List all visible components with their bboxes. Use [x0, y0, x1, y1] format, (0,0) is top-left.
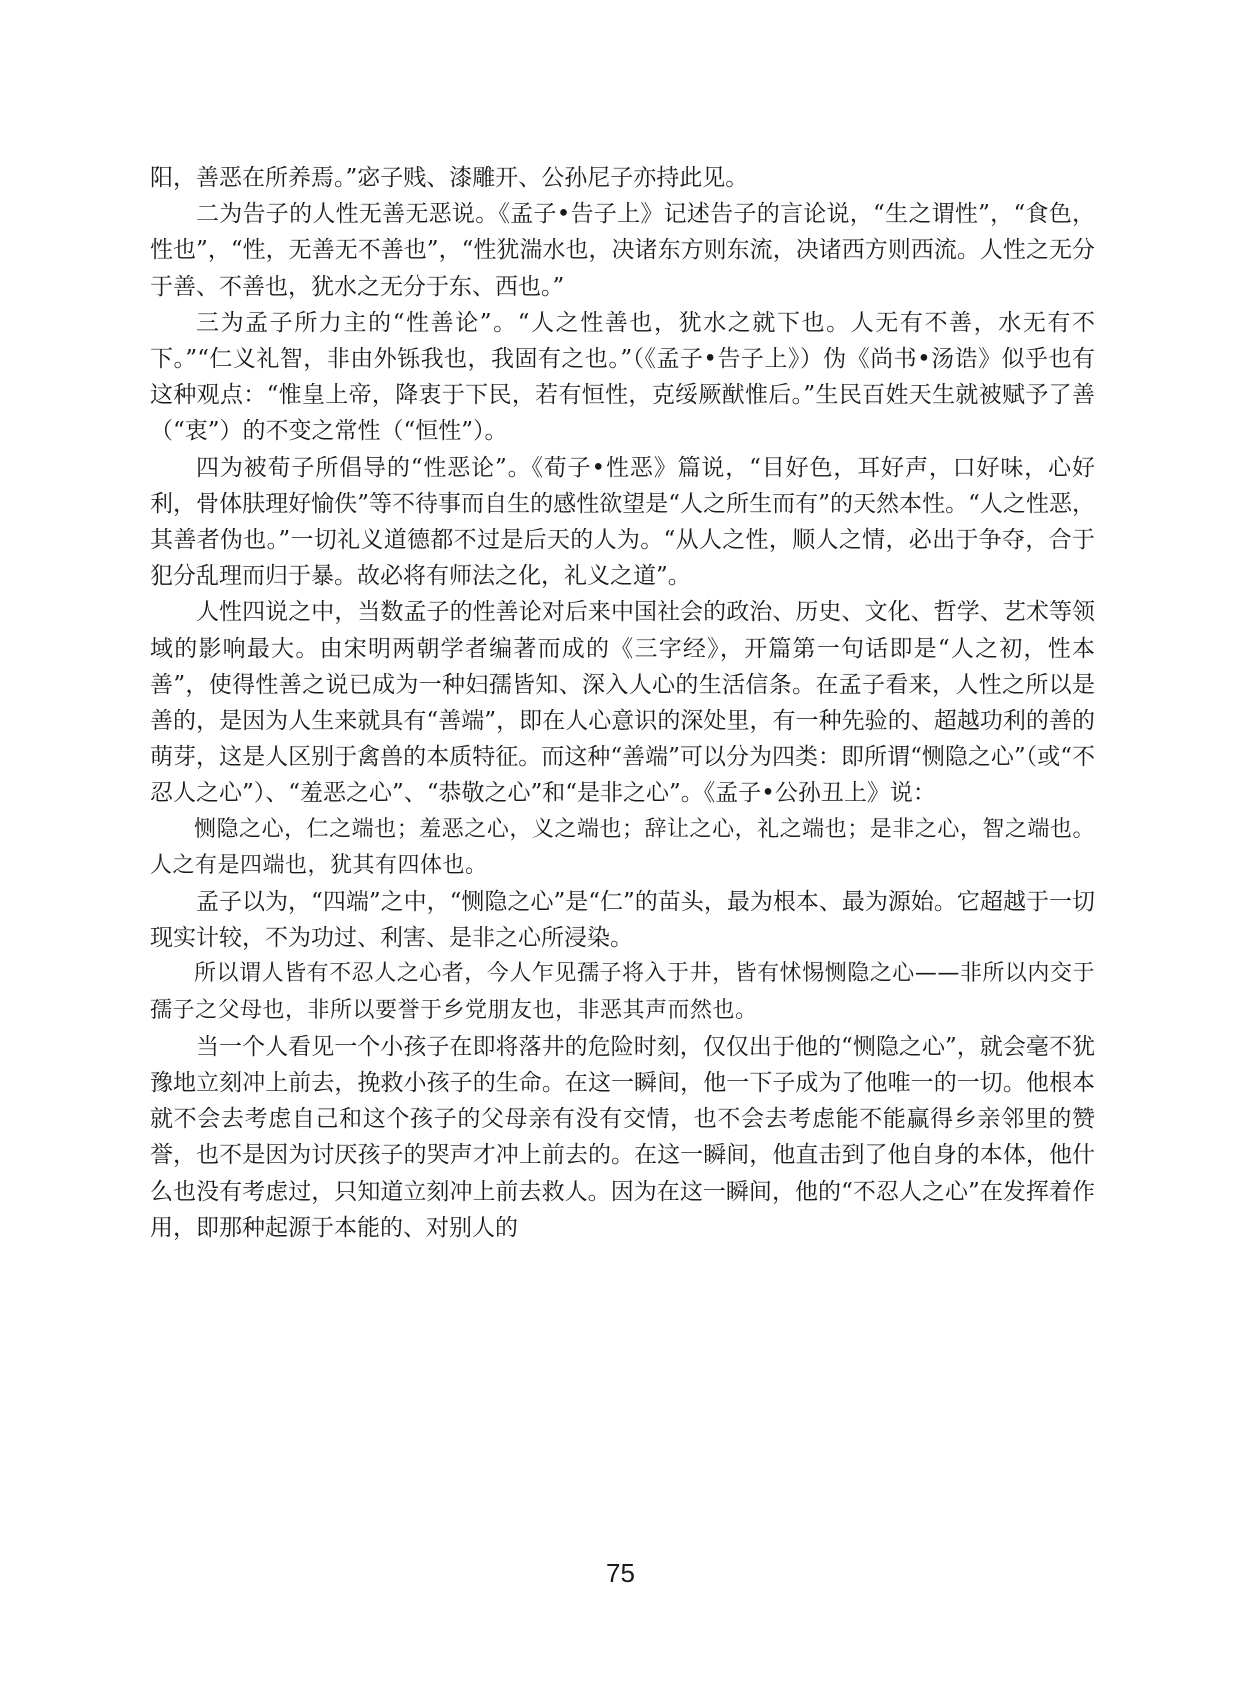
paragraph-7: 当一个人看见一个小孩子在即将落井的危险时刻，仅仅出于他的“恻隐之心”，就会毫不犹豫地立刻冲上前去，挽救小孩子的生命。在这一瞬间，他一下子成为了他唯一的一切。他根本就不会去考虑自己和这个孩子的父母亲有没有交情，也不会去考虑能不能赢得乡亲邻里的赞誉，也不是因为讨厌孩子的哭声才冲上前去的。在这一瞬间，他直击到了他自身的本体，他什么也没有考虑过，只知道立刻冲上前去救人。因为在这一瞬间，他的“不忍人之心”在发挥着作用，即那种起源于本能的、对别人的	[150, 1033, 1095, 1241]
paragraph-5: 人性四说之中，当数孟子的性善论对后来中国社会的政治、历史、文化、哲学、艺术等领域的影响最大。由宋明两朝学者编著而成的《三字经》，开篇第一句话即是“人之初，性本善”，使得性善之说已成为一种妇孺皆知、深入人心的生活信条。在孟子看来，人性之所以是善的，是因为人生来就具有“善端”，即在人心意识的深处里，有一种先验的、超越功利的善的萌芽，这是人区别于禽兽的本质特征。而这种“善端”可以分为四类：即所谓“恻隐之心”（或“不忍人之心”）、“羞恶之心”、“恭敬之心”和“是非之心”。《孟子•公孙丑上》说：	[150, 599, 1095, 807]
paragraph-1: 阳，善恶在所养焉。”宓子贱、漆雕开、公孙尼子亦持此见。	[150, 165, 749, 191]
page-body	[150, 160, 1095, 1246]
paragraph-6: 孟子以为，“四端”之中，“恻隐之心”是“仁”的苗头，最为根本、最为源始。它超越于一切现实计较，不为功过、利害、是非之心所浸染。	[150, 889, 1095, 952]
paragraph-4: 四为被荀子所倡导的“性恶论”。《荀子•性恶》篇说，“目好色，耳好声，口好味，心好利，骨体肤理好愉佚”等不待事而自生的感性欲望是“人之所生而有”的天然本性。“人之性恶，其善者伪也。”一切礼义道德都不过是后天的人为。“从人之性，顺人之情，必出于争夺，合于犯分乱理而归于暴。故必将有师法之化，礼义之道”。	[150, 454, 1095, 590]
page-number: 75	[606, 1558, 635, 1588]
paragraph-3: 三为孟子所力主的“性善论”。“人之性善也，犹水之就下也。人无有不善，水无有不下。”“仁义礼智，非由外铄我也，我固有之也。”（《孟子•告子上》）伪《尚书•汤诰》似乎也有这种观点：“惟皇上帝，降衷于下民，若有恒性，克绥厥猷惟后。”生民百姓天生就被赋予了善（“衷”）的不变之常性（“恒性”）。	[150, 309, 1095, 445]
block-quote-2: 所以谓人皆有不忍人之心者，今人乍见孺子将入于井，皆有怵惕恻隐之心——非所以内交于孺子之父母也，非所以要誉于乡党朋友也，非恶其声而然也。	[150, 961, 1095, 1023]
block-quote-1: 恻隐之心，仁之端也；羞恶之心，义之端也；辞让之心，礼之端也；是非之心，智之端也。人之有是四端也，犹其有四体也。	[150, 816, 1095, 878]
paragraph-2: 二为告子的人性无善无恶说。《孟子•告子上》记述告子的言论说，“生之谓性”，“食色，性也”，“性，无善无不善也”，“性犹湍水也，决诸东方则东流，决诸西方则西流。人性之无分于善、不善也，犹水之无分于东、西也。”	[150, 201, 1095, 300]
